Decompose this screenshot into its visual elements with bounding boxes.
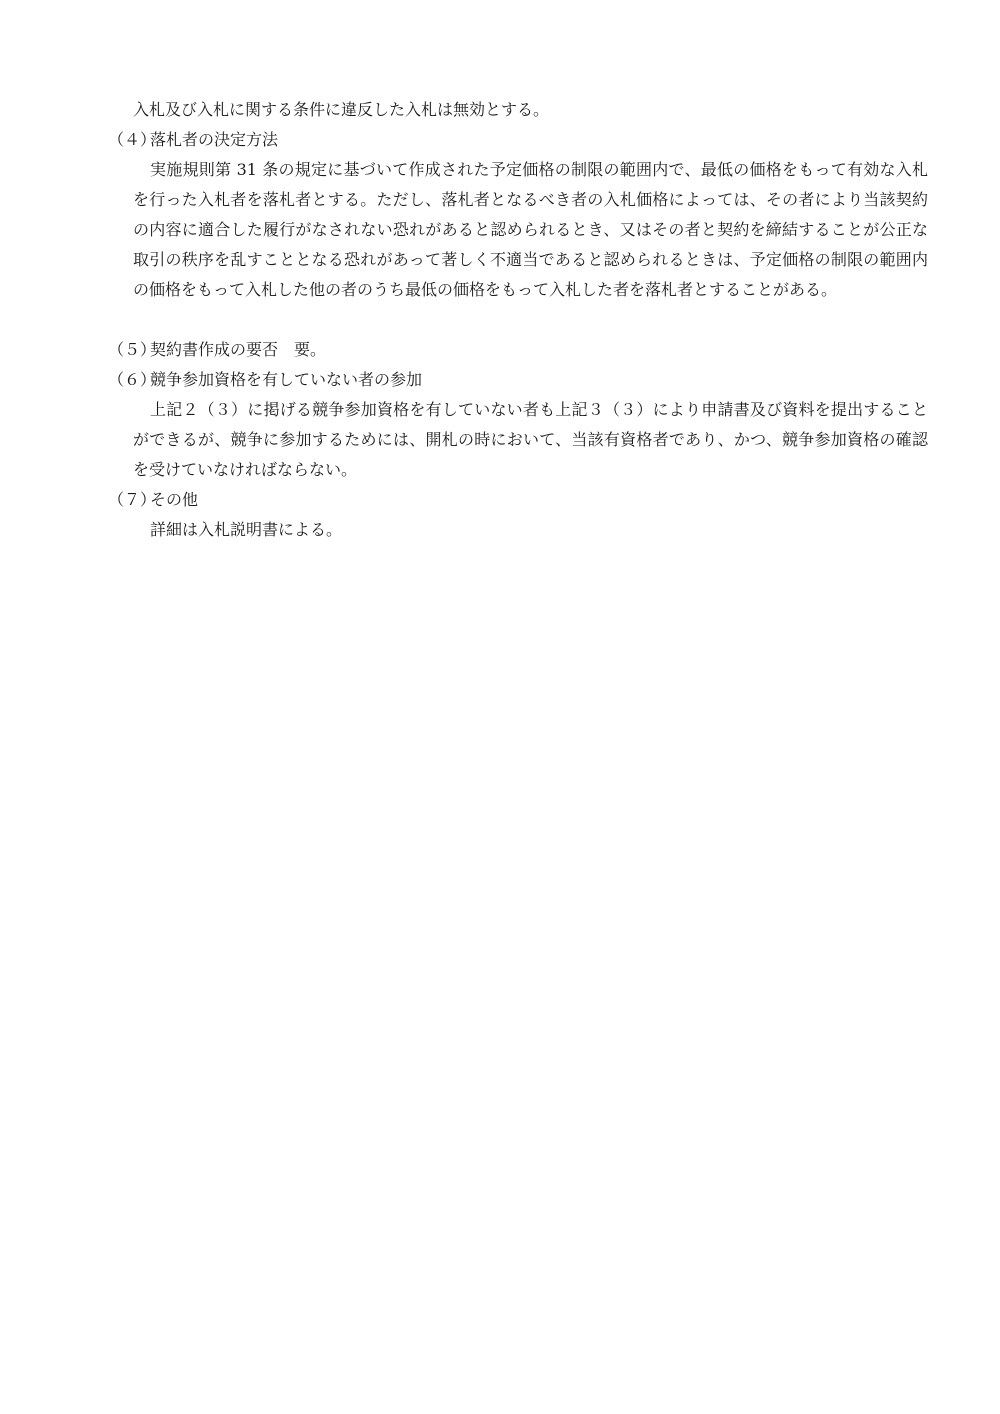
intro-line: 入札及び入札に関する条件に違反した入札は無効とする。 [133, 100, 550, 119]
section-5-heading: 契約書作成の要否 要。 [150, 340, 327, 359]
section-4-body: 実施規則第 31 条の規定に基づいて作成された予定価格の制限の範囲内で、最低の価格をもって有効な入札を行った入札者を落札者とする。ただし、落札者となるべき者の入札価格によっては、その者により当該契約の内容に適合した履行がなされない恐れがあると認められるとき、又はその者と契約を締結することが公正な取引の秩序を乱すこととなる恐れがあって著しく不適当であると認められるときは、予定価格の制限の範囲内の価格をもって入札した他の者のうち最低の価格をもって入札した者を落札者とすることがある。 [133, 160, 928, 299]
section-6-number: （６） [108, 370, 157, 389]
section-5-number: （５） [108, 340, 157, 359]
section-7-heading: その他 [150, 490, 199, 509]
section-6-body: 上記２（３）に掲げる競争参加資格を有していない者も上記３（３）により申請書及び資料を提出することができるが、競争に参加するためには、開札の時において、当該有資格者であり、かつ、競争参加資格の確認を受けていなければならない。 [133, 400, 928, 479]
section-7-number: （７） [108, 490, 157, 509]
section-4-heading: 落札者の決定方法 [150, 130, 279, 149]
section-7-body: 詳細は入札説明書による。 [150, 520, 343, 539]
section-4-number: （４） [108, 130, 157, 149]
section-6-heading: 競争参加資格を有していない者の参加 [150, 370, 423, 389]
